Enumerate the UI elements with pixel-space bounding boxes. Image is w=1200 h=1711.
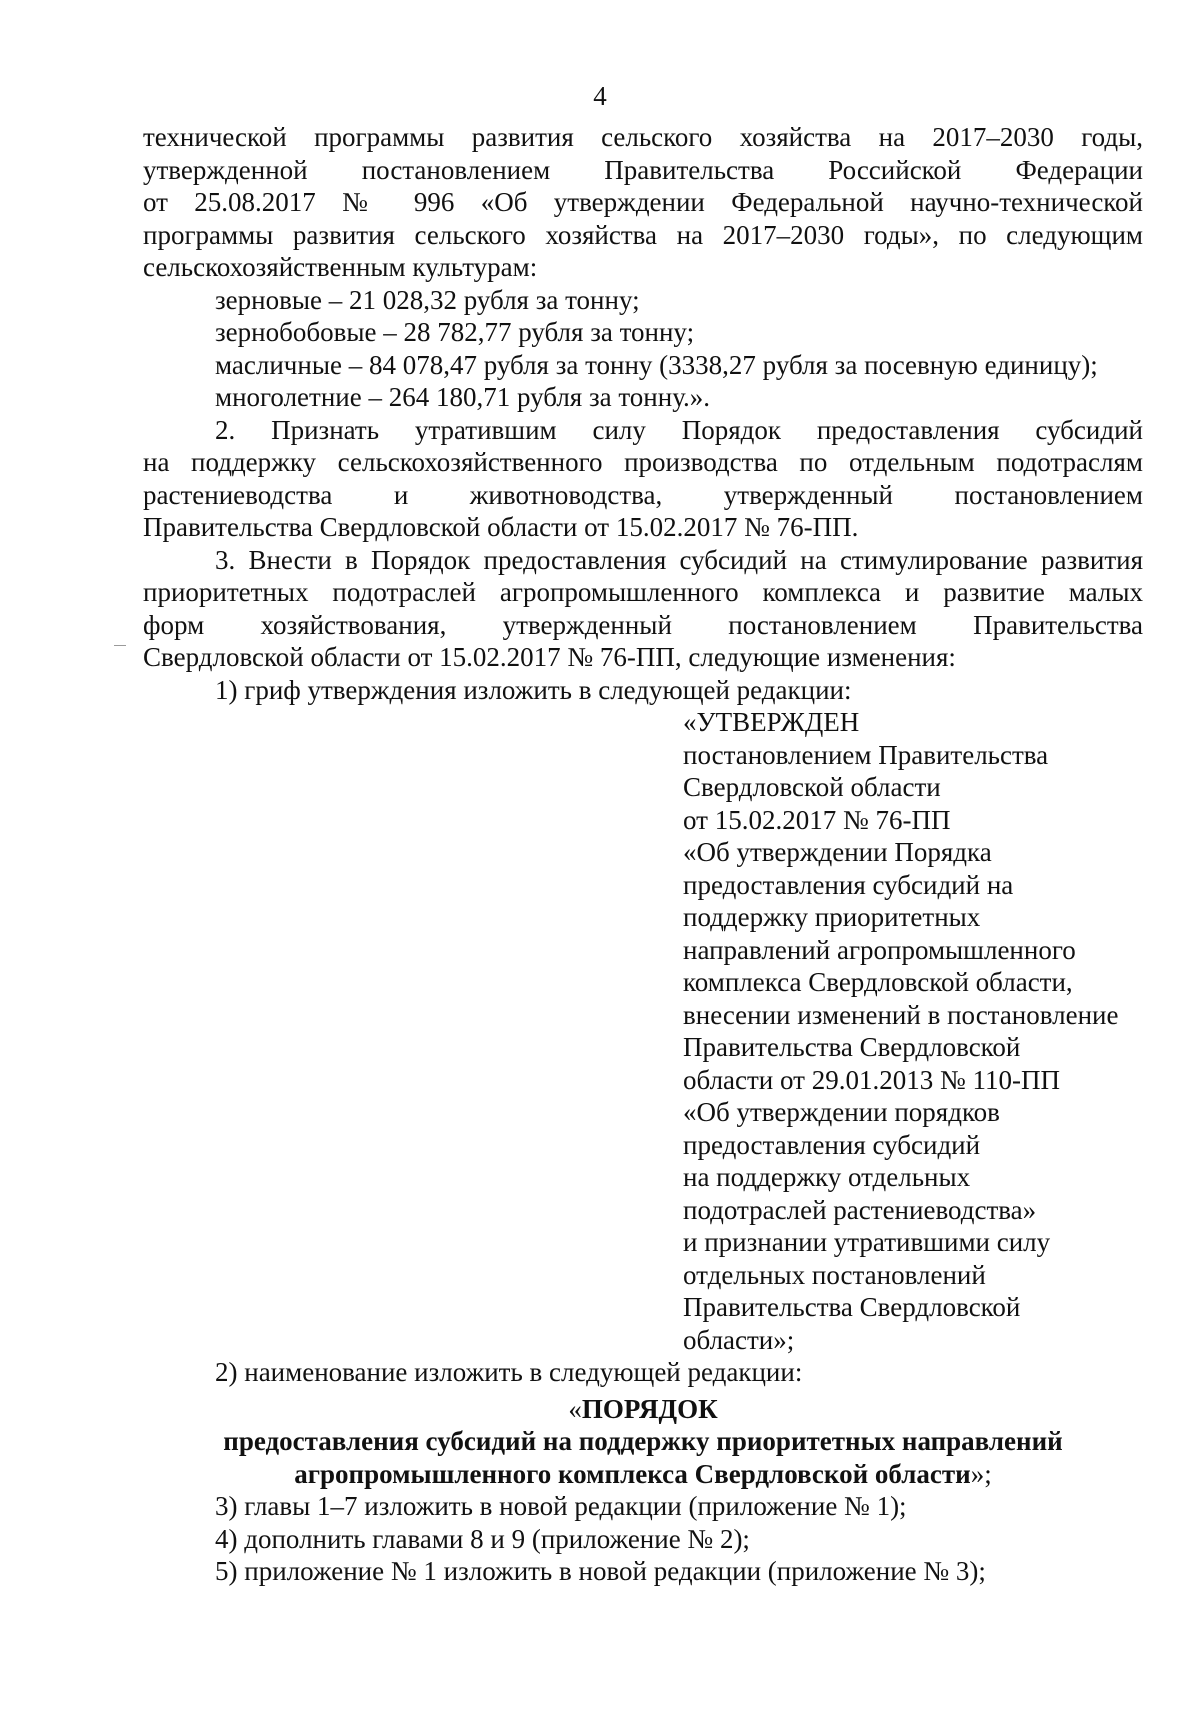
- intro-line: утвержденной постановлением Правительства Российской Федерации: [143, 154, 1143, 185]
- approval-line: Свердловской области: [683, 772, 941, 802]
- intro-line: технической программы развития сельского хозяйства на 2017–2030 годы,: [143, 122, 1143, 152]
- approval-line: направлений агропромышленного: [683, 934, 1076, 965]
- point-2-line: 2. Признать утратившим силу Порядок предоставления субсидий: [215, 414, 1143, 445]
- approval-line: на поддержку отдельных: [683, 1162, 971, 1192]
- intro-line: программы развития сельского хозяйства на 2017–2030 годы», по следующим: [143, 219, 1143, 250]
- approval-line: «Об утверждении порядков: [683, 1097, 1000, 1127]
- point-2-line: растениеводства и животноводства, утвержденный постановлением: [143, 479, 1143, 510]
- approval-line: области»;: [683, 1324, 795, 1355]
- intro-line: сельскохозяйственным культурам:: [143, 252, 538, 282]
- point-3-paragraph: [143, 544, 1143, 674]
- subpoint-3: 3) главы 1–7 изложить в новой редакции (приложение № 1);: [215, 1491, 907, 1521]
- intro-line: от 25.08.2017 № 996 «Об утверждении Федеральной научно-технической: [143, 187, 1143, 217]
- approval-line: Правительства Свердловской: [683, 1032, 1021, 1062]
- title-line-2-tail: »;: [970, 1458, 992, 1489]
- subpoint-1: 1) гриф утверждения изложить в следующей редакции:: [215, 674, 852, 705]
- document-body: [143, 121, 1143, 1588]
- title-open-quote: «: [568, 1393, 582, 1424]
- approval-line: отдельных постановлений: [683, 1259, 986, 1290]
- point-3-line: приоритетных подотраслей агропромышленного комплекса и развитие малых: [143, 577, 1143, 607]
- intro-paragraph: [143, 121, 1143, 284]
- subpoint-4: 4) дополнить главами 8 и 9 (приложение № 2);: [215, 1523, 750, 1554]
- document-title: [143, 1393, 1143, 1426]
- approval-line: и признании утратившими силу: [683, 1227, 1051, 1257]
- title-subtitle-line: [143, 1458, 1143, 1491]
- page-number: 4: [593, 81, 607, 111]
- point-3-line: 3. Внести в Порядок предоставления субсидий на стимулирование развития: [215, 544, 1143, 575]
- crop-price-item: зерновые – 21 028,32 рубля за тонну;: [215, 284, 640, 315]
- point-3-line: Свердловской области от 15.02.2017 № 76-ПП, следующие изменения:: [143, 642, 956, 672]
- approval-line: внесении изменений в постановление: [683, 999, 1119, 1030]
- approval-line: «УТВЕРЖДЕН: [683, 707, 860, 737]
- title-subtitle-line: [143, 1425, 1143, 1458]
- approval-line: подотраслей растениеводства»: [683, 1194, 1037, 1225]
- approval-stamp-block: [683, 706, 1143, 1356]
- crop-price-item: масличные – 84 078,47 рубля за тонну (3338,27 рубля за посевную единицу);: [215, 349, 1098, 380]
- subpoint-5: 5) приложение № 1 изложить в новой редакции (приложение № 3);: [215, 1556, 986, 1586]
- approval-line: области от 29.01.2013 № 110-ПП: [683, 1064, 1060, 1095]
- point-2-line: на поддержку сельскохозяйственного производства по отдельным подотраслям: [143, 447, 1143, 477]
- approval-line: поддержку приоритетных: [683, 902, 981, 932]
- approval-line: Правительства Свердловской: [683, 1292, 1021, 1322]
- approval-line: предоставления субсидий на: [683, 869, 1014, 900]
- approval-line: постановлением Правительства: [683, 739, 1049, 770]
- point-2-paragraph: [143, 414, 1143, 544]
- approval-line: предоставления субсидий: [683, 1129, 981, 1160]
- approval-line: «Об утверждении Порядка: [683, 837, 992, 867]
- title-line-1: предоставления субсидий на поддержку приоритетных направлений: [223, 1426, 1063, 1456]
- title-word: ПОРЯДОК: [581, 1393, 718, 1424]
- title-line-2: агропромышленного комплекса Свердловской области: [294, 1458, 971, 1489]
- point-3-line: форм хозяйствования, утвержденный постановлением Правительства: [143, 609, 1143, 640]
- crop-price-item: многолетние – 264 180,71 рубля за тонну.».: [215, 382, 711, 412]
- point-2-line: Правительства Свердловской области от 15.02.2017 № 76-ПП.: [143, 512, 859, 542]
- crop-price-item: зернобобовые – 28 782,77 рубля за тонну;: [215, 317, 695, 347]
- scan-mark: [114, 645, 126, 646]
- approval-line: комплекса Свердловской области,: [683, 967, 1073, 997]
- approval-line: от 15.02.2017 № 76-ПП: [683, 804, 951, 835]
- subpoint-2: 2) наименование изложить в следующей редакции:: [215, 1357, 803, 1387]
